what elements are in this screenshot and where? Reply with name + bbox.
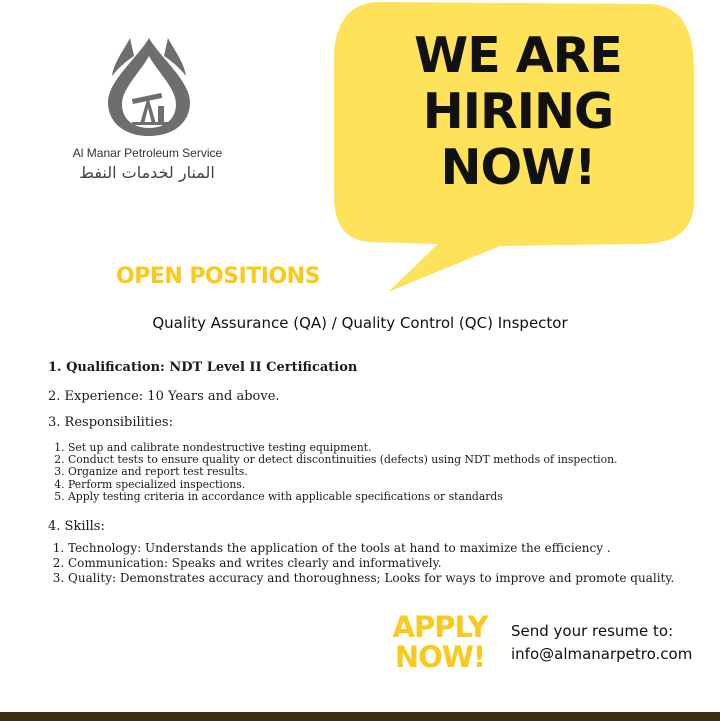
responsibilities-label: 3. Responsibilities: (48, 415, 173, 430)
skill-item: 3. Quality: Demonstrates accuracy and thoroughness; Looks for ways to improve and promote quality. (68, 571, 720, 586)
oil-drop-pumpjack-icon (108, 38, 190, 136)
apply-line-2: NOW! (394, 640, 486, 674)
experience-line: 2. Experience: 10 Years and above. (48, 389, 280, 404)
responsibility-item: 4. Perform specialized inspections. (68, 479, 708, 491)
hiring-banner-text (383, 28, 653, 196)
contact-email: info@almanarpetro.com (511, 645, 693, 663)
qualification-line: 1. Qualification: NDT Level II Certification (48, 360, 358, 375)
responsibility-item: 3. Organize and report test results. (68, 466, 708, 478)
banner-line-1: WE ARE (414, 27, 622, 84)
skills-list (50, 541, 720, 586)
responsibilities-list (50, 442, 708, 503)
apply-line-1: APPLY (392, 610, 488, 644)
banner-line-2: HIRING (422, 83, 614, 140)
send-resume-text: Send your resume to: (511, 622, 674, 640)
skill-item: 1. Technology: Understands the application of the tools at hand to maximize the efficiency . (68, 541, 720, 556)
open-positions-heading: OPEN POSITIONS (116, 264, 320, 289)
company-name-english: Al Manar Petroleum Service (72, 146, 223, 160)
skill-item: 2. Communication: Speaks and writes clearly and informatively. (68, 556, 720, 571)
apply-now-heading (390, 612, 490, 672)
responsibility-item: 5. Apply testing criteria in accordance with applicable specifications or standards (68, 491, 708, 503)
responsibility-item: 1. Set up and calibrate nondestructive testing equipment. (68, 442, 708, 454)
skills-label: 4. Skills: (48, 519, 105, 534)
responsibility-item: 2. Conduct tests to ensure quality or detect discontinuities (defects) using NDT methods of inspection. (68, 454, 708, 466)
bottom-bar (0, 712, 720, 721)
company-name-arabic: المنار لخدمات النفط (79, 163, 215, 182)
company-logo (104, 36, 194, 138)
job-title: Quality Assurance (QA) / Quality Control (QC) Inspector (152, 314, 568, 332)
banner-line-3: NOW! (440, 139, 596, 196)
